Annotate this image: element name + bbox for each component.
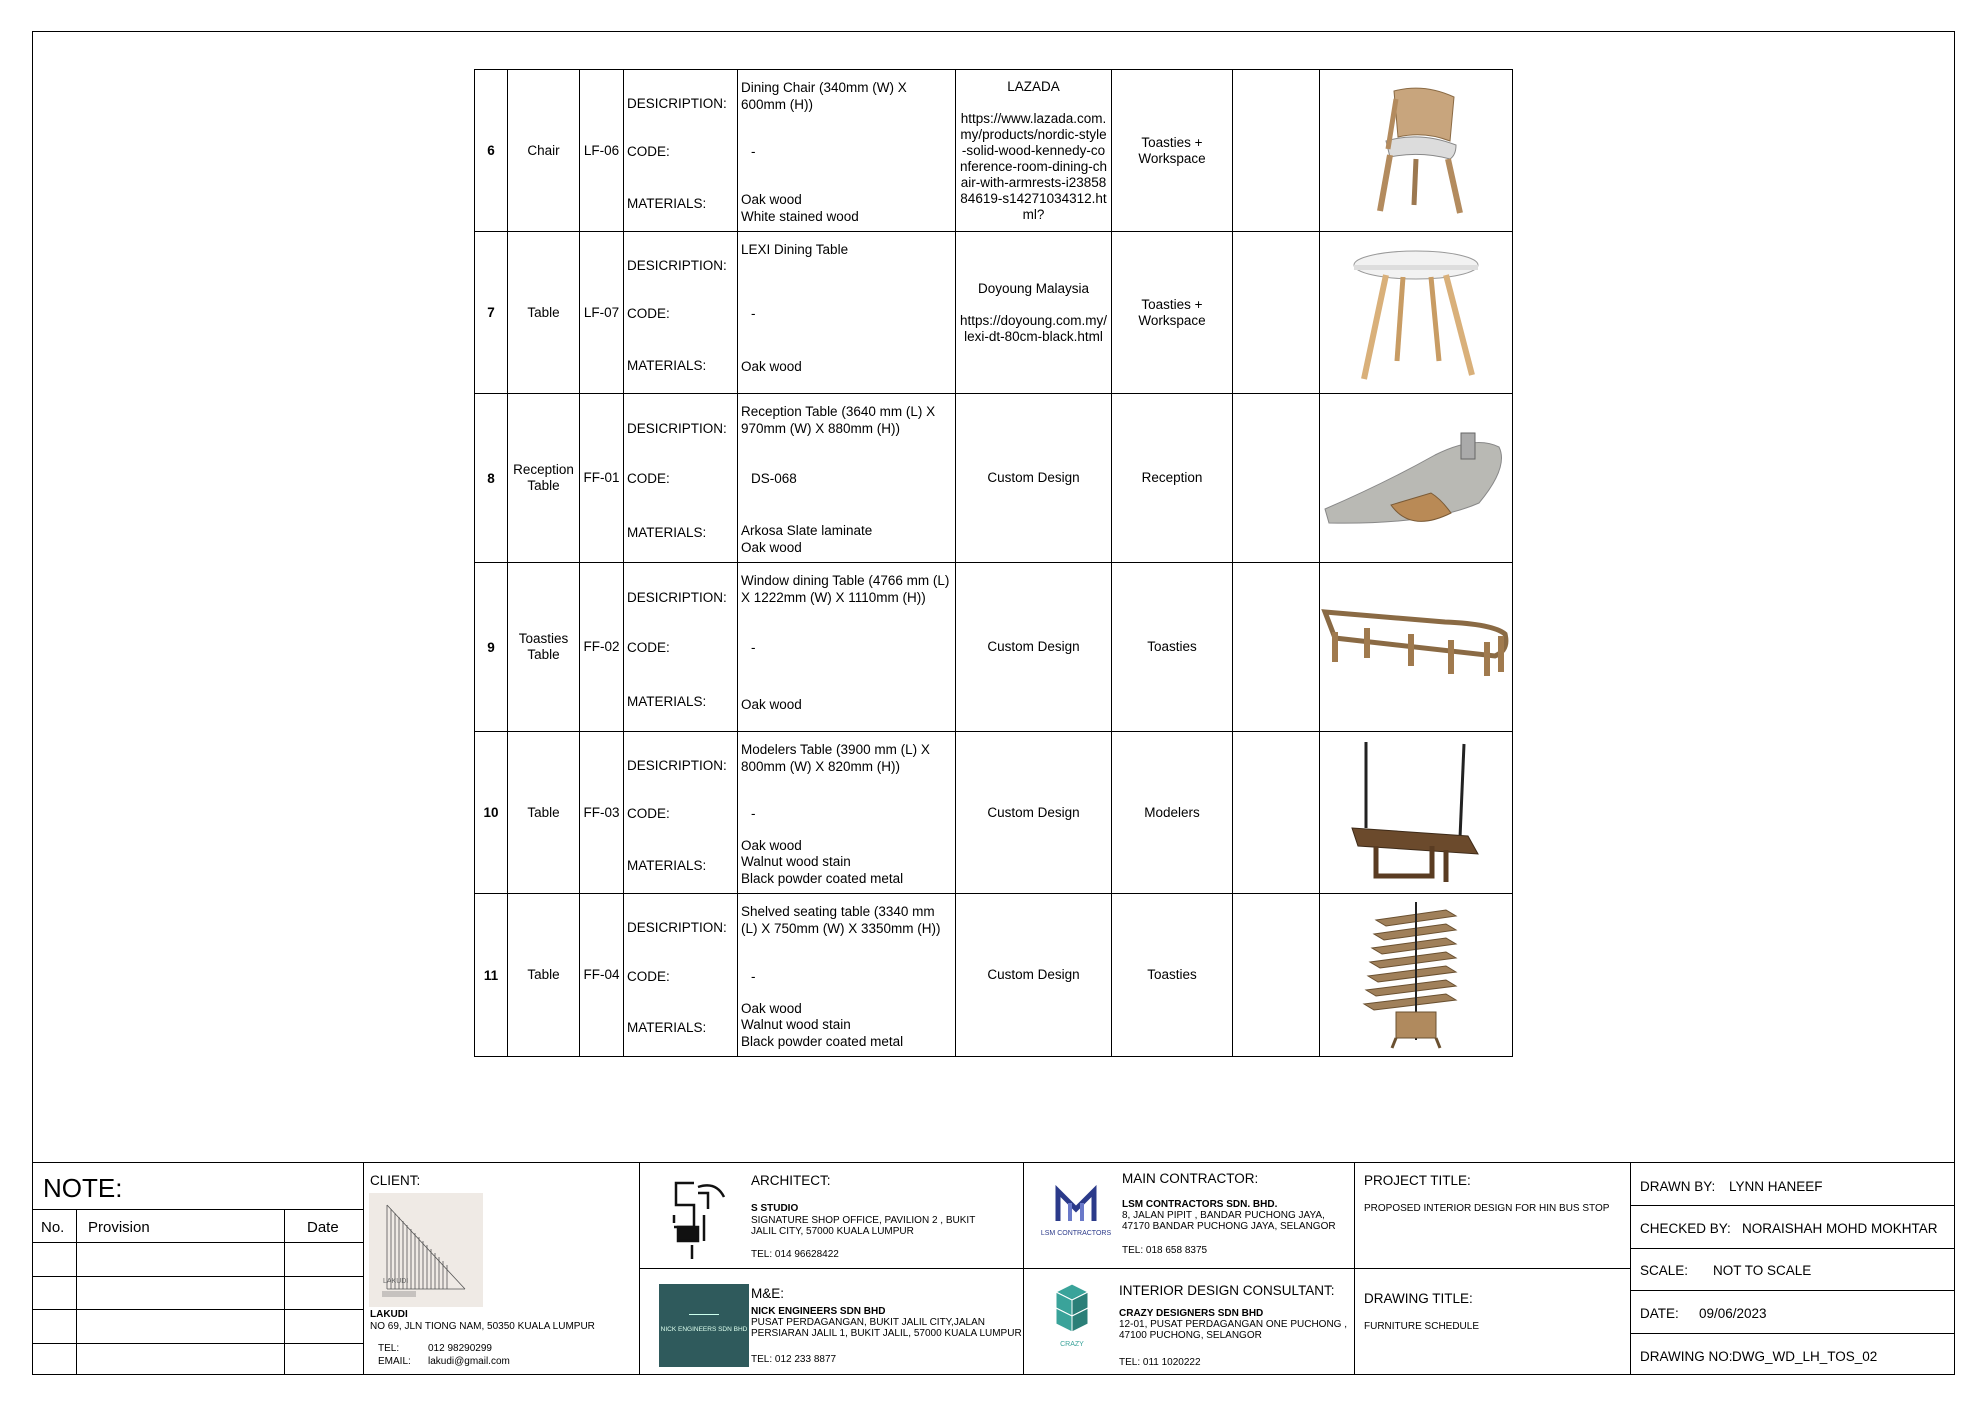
mc-label: MAIN CONTRACTOR: [1122,1171,1259,1186]
code-label: CODE: [627,640,670,656]
architect-address-2: JALIL CITY, 57000 KUALA LUMPUR [751,1226,914,1237]
client-address: NO 69, JLN TIONG NAM, 50350 KUALA LUMPUR [370,1321,595,1332]
row-number: 9 [475,563,508,732]
supplier [956,894,1112,1057]
architect-logo [664,1175,734,1261]
row-number: 6 [475,70,508,232]
material-item: Oak wood [741,1000,802,1016]
materials-label: MATERIALS: [627,357,707,373]
material-item: Walnut wood stain [741,1017,851,1032]
mc-name: LSM CONTRACTORS SDN. BHD. [1122,1199,1278,1210]
item-code: FF-04 [580,894,624,1057]
material-item: Oak wood [741,539,802,555]
material-item: Black powder coated metal [741,870,904,886]
field-labels [624,563,738,732]
architect-name: S STUDIO [751,1203,799,1214]
materials-value [741,523,953,556]
row-number: 7 [475,232,508,394]
checked-by-label: CHECKED BY: [1640,1221,1731,1236]
location: Modelers [1112,732,1233,894]
material-item: Black powder coated metal [741,1033,904,1049]
me-label: M&E: [751,1286,785,1301]
schedule-row [475,732,1513,894]
item-name: Table [508,894,580,1057]
client-logo-text: LAKUDI [383,1278,409,1285]
idc-address-1: 12-01, PUSAT PERDAGANGAN ONE PUCHONG , [1119,1319,1348,1330]
client-email: lakudi@gmail.com [428,1356,510,1367]
col-date: Date [307,1219,339,1236]
round-table-image [1320,232,1513,394]
item-name: Chair [508,70,580,232]
architect-address-1: SIGNATURE SHOP OFFICE, PAVILION 2 , BUKIT [751,1215,976,1226]
code-label: CODE: [627,968,670,984]
client-email-label: EMAIL: [378,1356,411,1367]
field-values [738,894,956,1057]
material-item: White stained wood [741,208,859,224]
location: Toasties + Workspace [1112,70,1233,232]
materials-label: MATERIALS: [627,1020,707,1036]
supplier-text: Custom Design [987,639,1080,654]
window-table-image [1320,563,1513,732]
code-value: - [751,306,756,322]
remarks-cell [1233,563,1320,732]
supplier [956,70,1112,232]
idc-logo-text: CRAZY [1060,1341,1084,1348]
col-provision: Provision [88,1219,150,1236]
field-values [738,232,956,394]
description-label: DESICRIPTION: [627,257,727,273]
idc-name: CRAZY DESIGNERS SDN BHD [1119,1308,1264,1319]
remarks-cell [1233,894,1320,1057]
mc-logo-text: LSM CONTRACTORS [1040,1230,1112,1237]
mc-logo [1035,1185,1117,1251]
reception-table-image [1320,394,1513,563]
field-values [738,394,956,563]
field-labels [624,232,738,394]
code-value: - [751,640,756,656]
materials-label: MATERIALS: [627,525,707,541]
field-labels [624,394,738,563]
materials-value [741,359,953,376]
location: Toasties [1112,894,1233,1057]
date-label: DATE: [1640,1306,1679,1321]
field-values [738,70,956,232]
description-value: Reception Table (3640 mm (L) X 970mm (W) X 880mm (H)) [741,404,936,436]
supplier-text: Custom Design [987,967,1080,982]
architect-label: ARCHITECT: [751,1173,831,1188]
remarks-cell [1233,732,1320,894]
supplier-text: Custom Design [987,804,1080,820]
client-logo [369,1193,483,1307]
material-item: Walnut wood stain [741,854,851,869]
row-number: 8 [475,394,508,563]
location: Toasties [1112,563,1233,732]
chair-image [1320,70,1513,232]
materials-value [741,697,953,714]
shelved-table-image [1320,894,1513,1057]
scale: NOT TO SCALE [1713,1263,1812,1278]
material-item: Oak wood [741,358,802,374]
description-value: Dining Chair (340mm (W) X 600mm (H)) [741,80,907,112]
remarks-cell [1233,232,1320,394]
description-value: Shelved seating table (3340 mm (L) X 750mm (W) X 3350mm (H)) [741,904,941,936]
item-code: LF-07 [580,232,624,394]
materials-label: MATERIALS: [627,195,707,211]
supplier-text: Custom Design [987,470,1080,485]
remarks-cell [1233,394,1320,563]
description-label: DESICRIPTION: [627,919,727,935]
description-label: DESICRIPTION: [627,589,727,605]
project-title: PROPOSED INTERIOR DESIGN FOR HIN BUS STOP [1364,1203,1610,1214]
materials-value [741,838,953,888]
item-code: FF-03 [580,732,624,894]
project-title-label: PROJECT TITLE: [1364,1173,1471,1188]
description-value: LEXI Dining Table [741,242,849,257]
supplier [956,732,1112,894]
item-name: Toasties Table [508,563,580,732]
furniture-schedule-table [474,69,1513,1057]
code-value: - [751,144,756,160]
idc-logo [1032,1280,1112,1368]
me-address-2: PERSIARAN JALIL 1, BUKIT JALIL, 57000 KUALA LUMPUR [751,1328,1022,1339]
drawing-title: FURNITURE SCHEDULE [1364,1321,1480,1332]
drawn-by-label: DRAWN BY: [1640,1179,1716,1194]
client-name: LAKUDI [370,1309,408,1320]
idc-address-2: 47100 PUCHONG, SELANGOR [1119,1330,1262,1341]
code-value: DS-068 [751,471,797,487]
drawing-no-label: DRAWING NO: [1640,1349,1733,1364]
schedule-row [475,70,1513,232]
item-name: Reception Table [508,394,580,563]
schedule-row [475,563,1513,732]
mc-address-1: 8, JALAN PIPIT , BANDAR PUCHONG JAYA, [1122,1210,1325,1221]
material-item: Oak wood [741,837,802,853]
me-logo-text: NICK ENGINEERS SDN BHD [660,1326,748,1333]
item-name: Table [508,232,580,394]
item-code: FF-01 [580,394,624,563]
field-labels [624,894,738,1057]
field-values [738,732,956,894]
description-value: Modelers Table (3900 mm (L) X 800mm (W) X 820mm (H)) [741,742,930,774]
code-label: CODE: [627,144,670,160]
row-number: 11 [475,894,508,1057]
me-tel: TEL: 012 233 8877 [751,1354,837,1365]
description-label: DESICRIPTION: [627,95,727,111]
col-no: No. [41,1219,65,1236]
drawn-by: LYNN HANEEF [1729,1179,1823,1194]
code-value: - [751,806,756,822]
drawing-title-label: DRAWING TITLE: [1364,1291,1473,1306]
client-tel: 012 98290299 [428,1343,492,1354]
code-label: CODE: [627,306,670,322]
field-labels [624,732,738,894]
item-code: FF-02 [580,563,624,732]
me-name: NICK ENGINEERS SDN BHD [751,1306,886,1317]
title-block [32,1162,1955,1375]
materials-value [741,1001,953,1051]
remarks-cell [1233,70,1320,232]
field-labels [624,70,738,232]
drawing-no: DWG_WD_LH_TOS_02 [1732,1349,1878,1364]
supplier [956,563,1112,732]
materials-value [741,192,953,225]
description-value: Window dining Table (4766 mm (L) X 1222mm (W) X 1110mm (H)) [741,573,950,605]
field-values [738,563,956,732]
supplier [956,394,1112,563]
checked-by: NORAISHAH MOHD MOKHTAR [1742,1221,1938,1236]
material-item: Oak wood [741,696,802,712]
supplier-text: LAZADA https://www.lazada.com.my/products/nordic-style-solid-wood-kennedy-conference-room-dining-chair-with-armrests-i2385884619-s14271034312.html? [959,78,1108,222]
materials-label: MATERIALS: [627,857,707,873]
date: 09/06/2023 [1699,1306,1767,1321]
supplier [956,232,1112,394]
hanging-table-image [1320,732,1513,894]
code-label: CODE: [627,471,670,487]
schedule-row [475,394,1513,563]
mc-address-2: 47170 BANDAR PUCHONG JAYA, SELANGOR [1122,1221,1336,1232]
idc-tel: TEL: 011 1020222 [1119,1357,1201,1368]
description-label: DESICRIPTION: [627,420,727,436]
idc-label: INTERIOR DESIGN CONSULTANT: [1119,1283,1335,1298]
client-label: CLIENT: [370,1173,421,1188]
material-item: Arkosa Slate laminate [741,523,873,538]
schedule-row [475,232,1513,394]
location: Toasties + Workspace [1112,232,1233,394]
item-name: Table [508,732,580,894]
scale-label: SCALE: [1640,1263,1689,1278]
schedule-row [475,894,1513,1057]
architect-tel: TEL: 014 96628422 [751,1249,839,1260]
materials-label: MATERIALS: [627,694,707,710]
client-tel-label: TEL: [378,1343,400,1354]
description-label: DESICRIPTION: [627,757,727,773]
me-address-1: PUSAT PERDAGANGAN, BUKIT JALIL CITY,JALAN [751,1317,985,1328]
location: Reception [1112,394,1233,563]
row-number: 10 [475,732,508,894]
supplier-text: Doyoung Malaysia https://doyoung.com.my/lexi-dt-80cm-black.html [959,280,1108,344]
material-item: Oak wood [741,192,802,207]
note-heading: NOTE: [43,1173,123,1203]
code-value: - [751,968,756,984]
me-logo [659,1284,749,1367]
code-label: CODE: [627,806,670,822]
item-code: LF-06 [580,70,624,232]
mc-tel: TEL: 018 658 8375 [1122,1245,1208,1256]
